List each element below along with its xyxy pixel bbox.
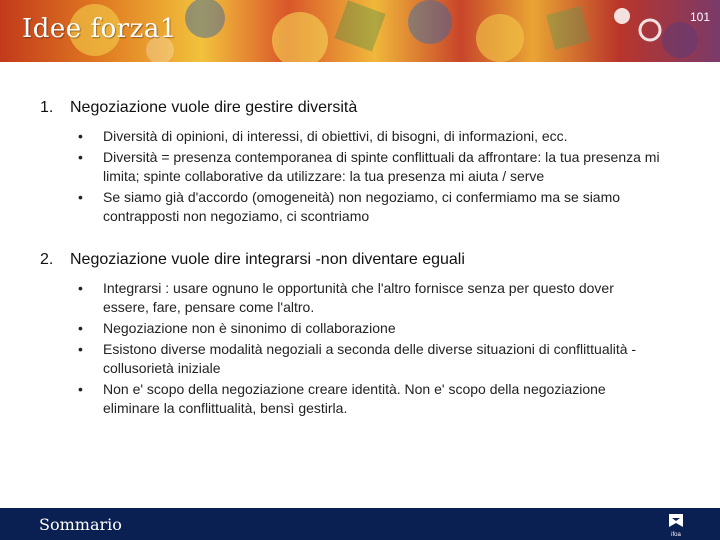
section-heading-text: Negoziazione vuole dire gestire diversità bbox=[70, 99, 358, 116]
list-item: • Diversità di opinioni, di interessi, di obiettivi, di bisogni, di informazioni, ecc. bbox=[72, 127, 680, 146]
bullet-icon: • bbox=[78, 128, 83, 144]
list-item: • Negoziazione non è sinonimo di collaborazione bbox=[72, 319, 680, 338]
bullet-list bbox=[40, 127, 680, 226]
section-heading bbox=[40, 250, 680, 270]
list-item: • Integrarsi : usare ognuno le opportunità che l'altro fornisce senza per questo dover essere, fare, pensare come l'altro. bbox=[72, 279, 680, 317]
footer-bar bbox=[0, 508, 720, 540]
slide-title: Idee forza1 bbox=[22, 14, 177, 44]
svg-text:ifoa: ifoa bbox=[671, 532, 681, 538]
bullet-icon: • bbox=[78, 189, 83, 205]
list-item: • Esistono diverse modalità negoziali a seconda delle diverse situazioni di conflittualità - collusorietà iniziale bbox=[72, 340, 680, 378]
ifoa-logo-icon bbox=[666, 512, 686, 538]
bullet-icon: • bbox=[78, 149, 83, 165]
list-item: • Non e' scopo della negoziazione creare identità. Non e' scopo della negoziazione eliminare la conflittualità, bensì gestirla. bbox=[72, 380, 680, 418]
bullet-icon: • bbox=[78, 320, 83, 336]
bullet-icon: • bbox=[78, 381, 83, 397]
section-number: 2. bbox=[40, 251, 54, 268]
list-item: • Se siamo già d'accordo (omogeneità) non negoziamo, ci confermiamo ma se siamo contrapposti non negoziamo, ci scontriamo bbox=[72, 188, 680, 226]
header-banner bbox=[0, 0, 720, 62]
list-item: • Diversità = presenza contemporanea di spinte conflittuali da affrontare: la tua presenza mi limita; spinte collaborative da utilizzare: la tua presenza mi aiuta / serve bbox=[72, 148, 680, 186]
section-1 bbox=[40, 98, 680, 226]
bullet-icon: • bbox=[78, 341, 83, 357]
slide-number: 101 bbox=[689, 10, 710, 24]
section-heading-text: Negoziazione vuole dire integrarsi -non diventare eguali bbox=[70, 251, 465, 268]
slide-body bbox=[40, 98, 680, 442]
section-number: 1. bbox=[40, 99, 54, 116]
sommario-link[interactable]: Sommario bbox=[39, 515, 122, 534]
section-heading bbox=[40, 98, 680, 118]
section-2 bbox=[40, 250, 680, 418]
bullet-icon: • bbox=[78, 280, 83, 296]
bullet-list bbox=[40, 279, 680, 418]
